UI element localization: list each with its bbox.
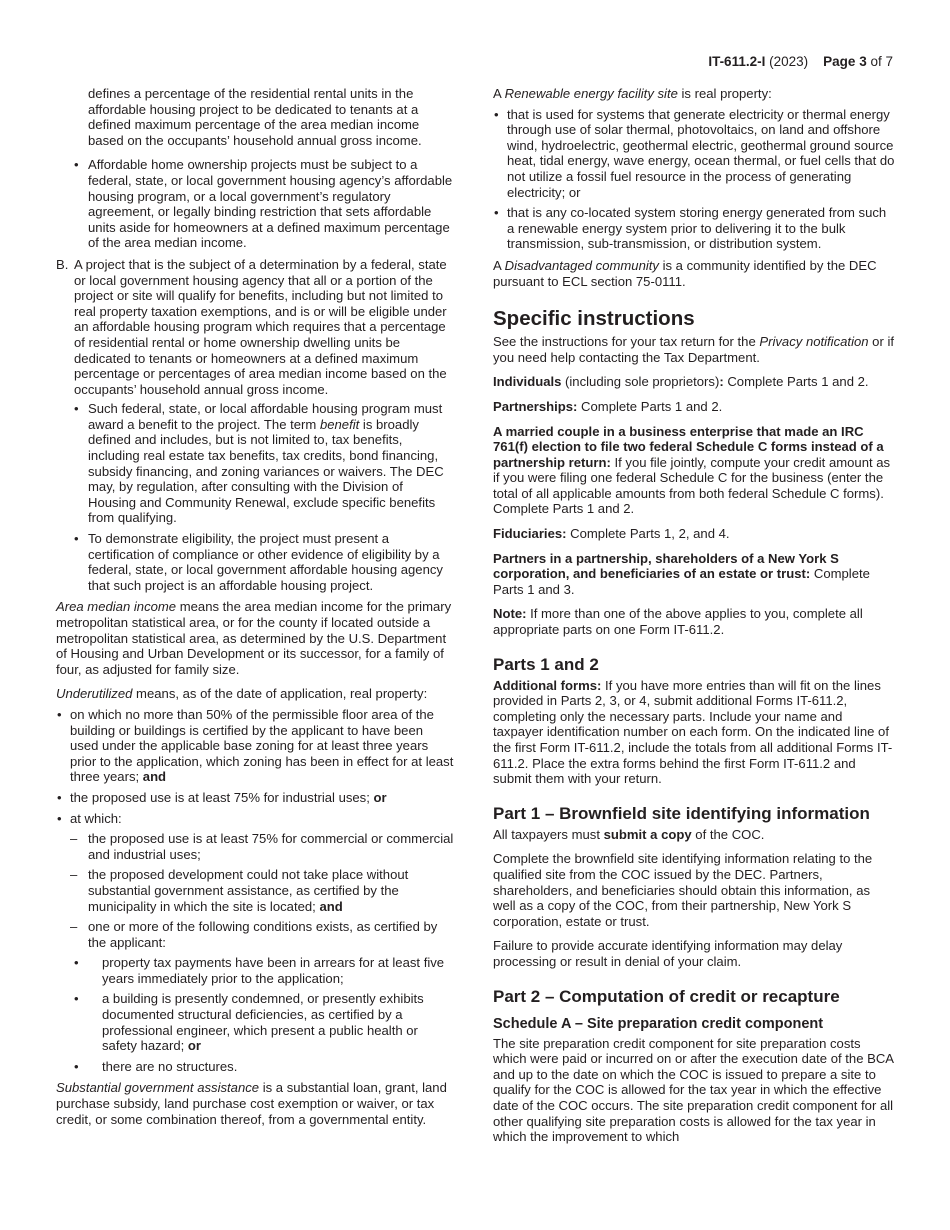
form-number: IT-611.2-I — [708, 54, 766, 69]
list-item: • To demonstrate eligibility, the project must present a certification of compliance or other evidence of eligibility by a federal, state, or local government affordable housing agency that such project is an affordable housing project. — [56, 531, 454, 593]
form-year: (2023) — [769, 54, 809, 69]
part-1-paragraph: Complete the brownfield site identifying information relating to the qualified site from the COC issued by the DEC. Partners, shareholders, and beneficiaries should obtain this information, as well as a copy of the COC, from their partnership, New York S corporation, estate or trust. — [493, 851, 873, 929]
definition-renewable-energy-site: A Renewable energy facility site is real property: — [493, 86, 772, 101]
list-item: • the proposed use is at least 75% for industrial uses; or — [56, 790, 454, 806]
list-item: • that is used for systems that generate electricity or thermal energy through use of solar thermal, photovoltaics, on land and offshore wind, hydroelectric, geothermal electric, geothermal ground source heat, tidal energy, wave energy, ocean thermal, or fuel cells that do not utilize a fossil fuel resource in the process of generating electricity; or — [493, 107, 895, 201]
partnerships-instruction: Partnerships: Complete Parts 1 and 2. — [493, 398, 723, 414]
definition-underutilized: Underutilized means, as of the date of application, real property: — [56, 686, 428, 702]
specific-instructions-intro: See the instructions for your tax return for the Privacy notification or if you need help contacting the Tax Department. — [493, 334, 895, 365]
list-item: – the proposed development could not take place without substantial government assistance, as certified by the municipality in which the site is located; and — [56, 867, 454, 914]
individuals-instruction: Individuals (including sole proprietors): Complete Parts 1 and 2. — [493, 374, 869, 390]
list-item: • there are no structures. — [56, 1059, 454, 1075]
underutilized-list — [56, 707, 454, 1074]
list-item: – the proposed use is at least 75% for commercial or commercial and industrial uses; — [56, 831, 454, 862]
page-header — [708, 54, 893, 70]
page-label: Page 3 — [823, 54, 867, 69]
schedule-a-heading: Schedule A – Site preparation credit component — [493, 1015, 824, 1032]
list-item: • Such federal, state, or local affordable housing program must award a benefit to the project. The term benefit is broadly defined and includes, but is not limited to, tax benefits, including real estate tax benefits, tax credits, bond financing, subsidy financing, and zoning variances or waivers. The DEC may, by regulation, after consulting with the Division of Housing and Community Renewal, exclude specific benefits from qualifying. — [56, 401, 454, 526]
item-b — [56, 257, 454, 397]
list-item: • at which: – the proposed use is at least 75% for commercial or commercial and industrial uses; – the proposed development could not take place without substantial government assistance, as certified by the municipality in which the site is located; and – one or more of the following conditions exists, as certified by the applicant: • property tax payments have been in arrears for at least five years immediately prior to the application; • a building is presently condemned, or presently exhibits documented structural deficiencies, as certified by a professional engineer, which present a public health or safety hazard; or • there are no structures. — [56, 811, 454, 1075]
list-item: • property tax payments have been in arrears for at least five years immediately prior to the application; — [56, 955, 454, 986]
married-couple-instruction: A married couple in a business enterprise that made an IRC 761(f) election to file two federal Schedule C forms instead of a partnership return: If you file jointly, compute your credit amount as if you were filing one federal Schedule C for the business (enter the total of all applicable amounts from both federal Schedule C forms). Complete Parts 1 and 2. — [493, 423, 891, 517]
definition-area-median-income: Area median income means the area median income for the primary metropolitan statistical area, or for the county if located outside a metropolitan statistical area, as determined by the U.S. Department of Housing and Urban Development or its successor, for a family of four, as adjusted for family size. — [56, 599, 452, 677]
item-b-letter: B. — [56, 256, 69, 272]
page-total: of 7 — [870, 54, 893, 69]
part-1-heading: Part 1 – Brownfield site identifying information — [493, 803, 870, 823]
right-column — [493, 86, 895, 1154]
partners-instruction: Partners in a partnership, shareholders of a New York S corporation, and beneficiaries of an estate or trust: Complete Parts 1 and 3. — [493, 550, 870, 597]
definition-substantial-government-assistance: Substantial government assistance is a substantial loan, grant, land purchase subsidy, land purchase cost exemption or waiver, or tax credit, or some combination thereof, from a governmental entity. — [56, 1080, 447, 1127]
part-1-warning: Failure to provide accurate identifying information may delay processing or result in denial of your claim. — [493, 938, 843, 969]
parts-1-2-heading: Parts 1 and 2 — [493, 654, 599, 674]
list-item: • on which no more than 50% of the permissible floor area of the building or buildings is certified by the applicant to have been used under the applicable base zoning for at least three years prior to the application, which zoning has been in effect for at least three years; and — [56, 707, 454, 785]
schedule-a-text: The site preparation credit component for site preparation costs which were paid or incurred on or after the execution date of the BCA and up to the date on which the COC is issued to prepare a site to qualify for the COC is allowed for the tax year in which the effective date of the COC occurs. The site preparation credit component for all other qualifying site preparation costs is allowed for the tax year in which the improvement to which — [493, 1035, 894, 1145]
note: Note: If more than one of the above applies to you, complete all appropriate parts on one Form IT-611.2. — [493, 606, 863, 638]
definition-disadvantaged-community: A Disadvantaged community is a community identified by the DEC pursuant to ECL section 75-0111. — [493, 257, 877, 289]
sub-conditions-list — [56, 955, 454, 1074]
specific-instructions-heading: Specific instructions — [493, 307, 695, 331]
list-item: – one or more of the following conditions exists, as certified by the applicant: • property tax payments have been in arrears for at least five years immediately prior to the application; • a building is presently condemned, or presently exhibits documented structural deficiencies, as certified by a professional engineer, which present a public health or safety hazard; or • there are no structures. — [56, 919, 454, 1074]
left-column — [56, 86, 454, 1136]
continued-bullet-list — [56, 157, 454, 251]
part-2-heading: Part 2 – Computation of credit or recapture — [493, 986, 840, 1006]
fiduciaries-instruction: Fiduciaries: Complete Parts 1, 2, and 4. — [493, 526, 730, 542]
list-item: • a building is presently condemned, or presently exhibits documented structural deficiencies, as certified by a professional engineer, which present a public health or safety hazard; or — [56, 991, 454, 1053]
additional-forms-instruction: Additional forms: If you have more entries than will fit on the lines provided in Parts 2, 3, or 4, submit additional Forms IT-611.2, completing only the necessary parts. Include your name and taxpayer identification number on each form. On the indicated line of the first Form IT-611.2, include the totals from all additional Forms IT-611.2. Place the extra forms behind the first Form IT-611.2 and submit them with your return. — [493, 677, 893, 787]
conditions-list — [56, 831, 454, 1074]
continued-paragraph: defines a percentage of the residential rental units in the affordable housing project to be dedicated to tenants at a defined maximum percentage of the area median income based on the occupants’ household annual gross income. — [88, 86, 422, 148]
item-b-bullets — [56, 401, 454, 593]
list-item: • Affordable home ownership projects must be subject to a federal, state, or local government housing agency’s affordable housing program, or a local government’s regulatory agreement, or legally binding restriction that sets affordable units aside for homeowners at a defined maximum percentage of the area median income. — [56, 157, 454, 251]
list-item: • that is any co-located system storing energy generated from such a renewable energy system prior to delivering it to the bulk transmission, sub-transmission, or distribution system. — [493, 205, 895, 252]
renewable-energy-list — [493, 107, 895, 252]
part-1-intro: All taxpayers must submit a copy of the COC. — [493, 826, 765, 842]
item-b-text: A project that is the subject of a determination by a federal, state or local government housing agency that all or a portion of the project or site will qualify for benefits, including but not limited to real property taxation exemptions, and is or will be eligible under an affordable housing program which requires that a percentage of residential rental or home ownership dwelling units be dedicated to tenants or homeowners at a defined maximum percentage or percentages of area median income based on the occupants’ household annual gross income. — [74, 256, 447, 397]
